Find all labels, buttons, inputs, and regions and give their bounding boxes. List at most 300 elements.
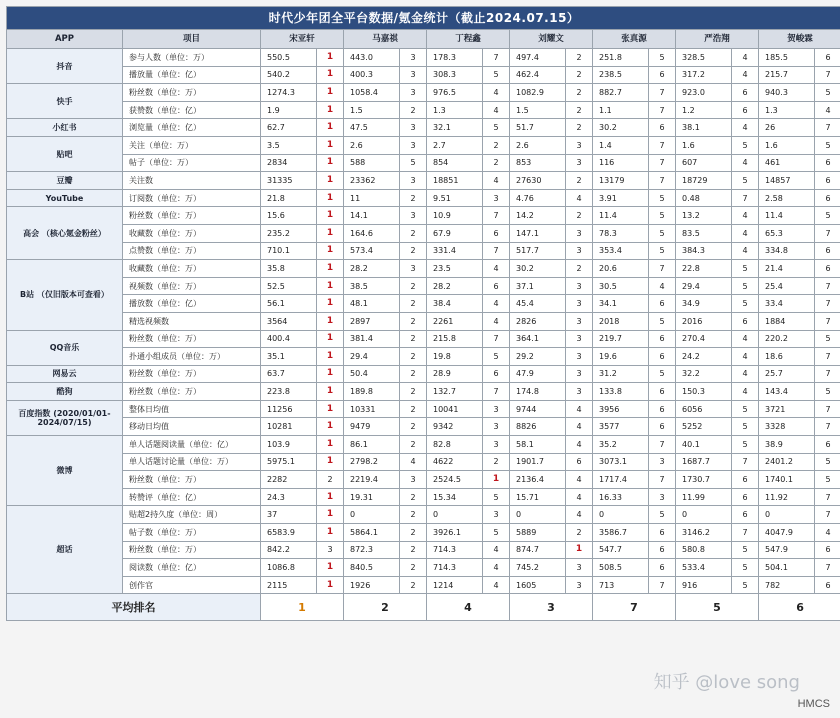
value-cell: 3721	[759, 400, 815, 418]
value-cell: 364.1	[510, 330, 566, 348]
value-cell: 0	[344, 506, 400, 524]
value-cell: 65.3	[759, 224, 815, 242]
value-cell: 940.3	[759, 84, 815, 102]
value-cell: 872.3	[344, 541, 400, 559]
value-cell: 11.92	[759, 488, 815, 506]
rank-cell: 5	[732, 172, 759, 190]
rank-cell: 7	[483, 383, 510, 401]
value-cell: 52.5	[261, 277, 317, 295]
value-cell: 238.5	[593, 66, 649, 84]
value-cell: 15.34	[427, 488, 483, 506]
value-cell: 2115	[261, 576, 317, 594]
rank-cell: 3	[400, 207, 427, 225]
value-cell: 2798.2	[344, 453, 400, 471]
value-cell: 5252	[676, 418, 732, 436]
rank-cell: 5	[815, 471, 840, 489]
rank-cell: 6	[815, 49, 840, 67]
value-cell: 714.3	[427, 559, 483, 577]
value-cell: 33.4	[759, 295, 815, 313]
rank-cell: 3	[566, 136, 593, 154]
table-row	[7, 312, 840, 330]
value-cell: 2401.2	[759, 453, 815, 471]
value-cell: 1082.9	[510, 84, 566, 102]
rank-cell: 5	[732, 400, 759, 418]
table-row	[7, 207, 840, 225]
value-cell: 2834	[261, 154, 317, 172]
rank-cell: 2	[400, 277, 427, 295]
item-cell: 关注数	[123, 172, 261, 190]
rank-cell: 4	[566, 400, 593, 418]
rank-cell: 2	[400, 365, 427, 383]
rank-cell: 5	[732, 260, 759, 278]
rank-cell: 4	[483, 172, 510, 190]
value-cell: 143.4	[759, 383, 815, 401]
value-cell: 1.5	[344, 101, 400, 119]
average-rank-value: 3	[510, 594, 593, 621]
item-cell: 订阅数（单位：万）	[123, 189, 261, 207]
value-cell: 1.6	[759, 136, 815, 154]
rank-cell: 6	[483, 277, 510, 295]
value-cell: 745.2	[510, 559, 566, 577]
rank-cell: 5	[400, 154, 427, 172]
rank-cell: 4	[566, 471, 593, 489]
value-cell: 24.3	[261, 488, 317, 506]
value-cell: 853	[510, 154, 566, 172]
value-cell: 15.71	[510, 488, 566, 506]
value-cell: 517.7	[510, 242, 566, 260]
rank-cell: 6	[815, 189, 840, 207]
rank-cell: 7	[649, 260, 676, 278]
average-rank-label: 平均排名	[7, 594, 261, 621]
value-cell: 3.5	[261, 136, 317, 154]
rank-cell: 5	[732, 559, 759, 577]
value-cell: 58.1	[510, 436, 566, 454]
rank-cell: 7	[815, 224, 840, 242]
value-cell: 6056	[676, 400, 732, 418]
rank-cell: 2	[483, 453, 510, 471]
app-name-cell: 抖音	[7, 49, 123, 84]
rank-cell: 5	[815, 207, 840, 225]
value-cell: 916	[676, 576, 732, 594]
rank-cell: 5	[649, 189, 676, 207]
rank-cell: 1	[317, 224, 344, 242]
value-cell: 251.8	[593, 49, 649, 67]
value-cell: 14857	[759, 172, 815, 190]
rank-cell: 2	[400, 224, 427, 242]
value-cell: 3577	[593, 418, 649, 436]
value-cell: 37	[261, 506, 317, 524]
rank-cell: 2	[566, 119, 593, 137]
table-row	[7, 541, 840, 559]
rank-cell: 2	[400, 488, 427, 506]
value-cell: 2261	[427, 312, 483, 330]
rank-cell: 2	[566, 207, 593, 225]
rank-cell: 3	[400, 49, 427, 67]
value-cell: 400.3	[344, 66, 400, 84]
value-cell: 1.4	[593, 136, 649, 154]
app-name-cell: 贴吧	[7, 136, 123, 171]
stats-table	[6, 6, 840, 621]
value-cell: 353.4	[593, 242, 649, 260]
rank-cell: 2	[400, 242, 427, 260]
item-cell: 整体日均值	[123, 400, 261, 418]
rank-cell: 4	[732, 348, 759, 366]
header-row	[7, 30, 840, 49]
value-cell: 9744	[510, 400, 566, 418]
value-cell: 147.1	[510, 224, 566, 242]
item-cell: 移动日均值	[123, 418, 261, 436]
rank-cell: 6	[732, 84, 759, 102]
rank-cell: 5	[732, 136, 759, 154]
header-app: APP	[7, 30, 123, 49]
rank-cell: 1	[317, 365, 344, 383]
value-cell: 3956	[593, 400, 649, 418]
rank-cell: 2	[566, 49, 593, 67]
value-cell: 38.5	[344, 277, 400, 295]
rank-cell: 4	[649, 277, 676, 295]
app-name-cell: 快手	[7, 84, 123, 119]
rank-cell: 2	[566, 101, 593, 119]
value-cell: 3926.1	[427, 524, 483, 542]
value-cell: 11.99	[676, 488, 732, 506]
value-cell: 4.76	[510, 189, 566, 207]
value-cell: 3073.1	[593, 453, 649, 471]
value-cell: 86.1	[344, 436, 400, 454]
value-cell: 1058.4	[344, 84, 400, 102]
value-cell: 215.7	[759, 66, 815, 84]
rank-cell: 2	[566, 172, 593, 190]
table-row	[7, 101, 840, 119]
app-name-cell: 小红书	[7, 119, 123, 137]
rank-cell: 6	[815, 541, 840, 559]
value-cell: 308.3	[427, 66, 483, 84]
table-body	[7, 49, 840, 594]
rank-cell: 4	[732, 207, 759, 225]
rank-cell: 3	[649, 488, 676, 506]
value-cell: 29.4	[676, 277, 732, 295]
table-row	[7, 488, 840, 506]
rank-cell: 1	[317, 559, 344, 577]
value-cell: 9342	[427, 418, 483, 436]
table-row	[7, 189, 840, 207]
value-cell: 19.31	[344, 488, 400, 506]
rank-cell: 7	[649, 101, 676, 119]
value-cell: 15.6	[261, 207, 317, 225]
rank-cell: 1	[317, 312, 344, 330]
value-cell: 20.6	[593, 260, 649, 278]
rank-cell: 4	[815, 101, 840, 119]
value-cell: 10281	[261, 418, 317, 436]
average-rank-value: 4	[427, 594, 510, 621]
value-cell: 1605	[510, 576, 566, 594]
value-cell: 16.33	[593, 488, 649, 506]
item-cell: 阅读数（单位：亿）	[123, 559, 261, 577]
value-cell: 4622	[427, 453, 483, 471]
value-cell: 174.8	[510, 383, 566, 401]
app-name-cell: 超话	[7, 506, 123, 594]
rank-cell: 2	[400, 295, 427, 313]
table-row	[7, 242, 840, 260]
rank-cell: 4	[566, 506, 593, 524]
item-cell: 浏览量（单位：亿）	[123, 119, 261, 137]
item-cell: 收藏数（单位：万）	[123, 260, 261, 278]
value-cell: 40.1	[676, 436, 732, 454]
header-member: 贺峻霖	[759, 30, 840, 49]
rank-cell: 4	[732, 66, 759, 84]
item-cell: 播放量（单位：亿）	[123, 66, 261, 84]
value-cell: 2.7	[427, 136, 483, 154]
rank-cell: 5	[649, 506, 676, 524]
rank-cell: 6	[566, 453, 593, 471]
value-cell: 0	[427, 506, 483, 524]
value-cell: 462.4	[510, 66, 566, 84]
rank-cell: 4	[566, 189, 593, 207]
rank-cell: 4	[732, 49, 759, 67]
value-cell: 18729	[676, 172, 732, 190]
value-cell: 34.9	[676, 295, 732, 313]
rank-cell: 4	[566, 488, 593, 506]
value-cell: 11.4	[593, 207, 649, 225]
table-row	[7, 576, 840, 594]
value-cell: 30.2	[593, 119, 649, 137]
rank-cell: 4	[400, 453, 427, 471]
table-row	[7, 295, 840, 313]
value-cell: 2282	[261, 471, 317, 489]
rank-cell: 7	[815, 506, 840, 524]
value-cell: 10.9	[427, 207, 483, 225]
value-cell: 103.9	[261, 436, 317, 454]
value-cell: 11	[344, 189, 400, 207]
rank-cell: 7	[815, 488, 840, 506]
value-cell: 48.1	[344, 295, 400, 313]
header-member: 严浩翔	[676, 30, 759, 49]
value-cell: 550.5	[261, 49, 317, 67]
item-cell: 粉丝数（单位：万）	[123, 207, 261, 225]
rank-cell: 3	[566, 312, 593, 330]
table-row	[7, 471, 840, 489]
item-cell: 单人话题讨论量（单位：万）	[123, 453, 261, 471]
rank-cell: 1	[317, 260, 344, 278]
value-cell: 150.3	[676, 383, 732, 401]
item-cell: 帖子数（单位：万）	[123, 524, 261, 542]
header-member: 张真源	[593, 30, 676, 49]
rank-cell: 1	[317, 436, 344, 454]
header-member: 刘耀文	[510, 30, 593, 49]
value-cell: 1.2	[676, 101, 732, 119]
rank-cell: 1	[317, 524, 344, 542]
value-cell: 533.4	[676, 559, 732, 577]
rank-cell: 3	[400, 471, 427, 489]
rank-cell: 1	[317, 295, 344, 313]
table-row	[7, 330, 840, 348]
value-cell: 976.5	[427, 84, 483, 102]
value-cell: 5975.1	[261, 453, 317, 471]
rank-cell: 5	[732, 418, 759, 436]
rank-cell: 3	[483, 506, 510, 524]
rank-cell: 5	[815, 84, 840, 102]
rank-cell: 7	[732, 453, 759, 471]
rank-cell: 1	[317, 330, 344, 348]
rank-cell: 6	[732, 101, 759, 119]
value-cell: 580.8	[676, 541, 732, 559]
value-cell: 2136.4	[510, 471, 566, 489]
rank-cell: 7	[815, 365, 840, 383]
rank-cell: 6	[732, 488, 759, 506]
table-row	[7, 172, 840, 190]
rank-cell: 3	[566, 348, 593, 366]
value-cell: 47.9	[510, 365, 566, 383]
value-cell: 26	[759, 119, 815, 137]
rank-cell: 6	[815, 172, 840, 190]
table-row	[7, 49, 840, 67]
value-cell: 400.4	[261, 330, 317, 348]
value-cell: 3586.7	[593, 524, 649, 542]
rank-cell: 4	[483, 295, 510, 313]
value-cell: 384.3	[676, 242, 732, 260]
rank-cell: 1	[317, 383, 344, 401]
value-cell: 2018	[593, 312, 649, 330]
rank-cell: 1	[317, 418, 344, 436]
item-cell: 精选视频数	[123, 312, 261, 330]
value-cell: 67.9	[427, 224, 483, 242]
rank-cell: 3	[566, 383, 593, 401]
value-cell: 10331	[344, 400, 400, 418]
table-row	[7, 400, 840, 418]
rank-cell: 1	[317, 49, 344, 67]
value-cell: 38.9	[759, 436, 815, 454]
rank-cell: 5	[649, 207, 676, 225]
app-name-cell: 网易云	[7, 365, 123, 383]
rank-cell: 2	[400, 418, 427, 436]
value-cell: 874.7	[510, 541, 566, 559]
rank-cell: 2	[400, 312, 427, 330]
watermark: 知乎 @love song	[653, 672, 800, 693]
value-cell: 1.3	[759, 101, 815, 119]
value-cell: 317.2	[676, 66, 732, 84]
value-cell: 25.7	[759, 365, 815, 383]
value-cell: 10041	[427, 400, 483, 418]
value-cell: 1274.3	[261, 84, 317, 102]
value-cell: 31335	[261, 172, 317, 190]
rank-cell: 1	[317, 172, 344, 190]
rank-cell: 3	[566, 242, 593, 260]
source-label: HMCS	[797, 698, 830, 710]
rank-cell: 5	[649, 312, 676, 330]
table-row	[7, 154, 840, 172]
app-name-cell: QQ音乐	[7, 330, 123, 365]
value-cell: 713	[593, 576, 649, 594]
item-cell: 粉丝数（单位：万）	[123, 365, 261, 383]
value-cell: 235.2	[261, 224, 317, 242]
rank-cell: 6	[649, 119, 676, 137]
average-rank-value: 1	[261, 594, 344, 621]
rank-cell: 5	[815, 330, 840, 348]
app-name-cell: B站 （仅旧版本可查看）	[7, 260, 123, 330]
rank-cell: 7	[649, 136, 676, 154]
rank-cell: 3	[566, 330, 593, 348]
value-cell: 443.0	[344, 49, 400, 67]
table-row	[7, 277, 840, 295]
rank-cell: 5	[815, 136, 840, 154]
rank-cell: 3	[566, 365, 593, 383]
value-cell: 164.6	[344, 224, 400, 242]
rank-cell: 5	[732, 541, 759, 559]
value-cell: 923.0	[676, 84, 732, 102]
value-cell: 854	[427, 154, 483, 172]
value-cell: 607	[676, 154, 732, 172]
value-cell: 220.2	[759, 330, 815, 348]
rank-cell: 7	[815, 418, 840, 436]
value-cell: 38.4	[427, 295, 483, 313]
item-cell: 粉丝数（单位：万）	[123, 330, 261, 348]
value-cell: 2826	[510, 312, 566, 330]
average-rank-value: 6	[759, 594, 840, 621]
rank-cell: 3	[566, 576, 593, 594]
value-cell: 83.5	[676, 224, 732, 242]
rank-cell: 7	[815, 119, 840, 137]
rank-cell: 2	[400, 524, 427, 542]
value-cell: 1926	[344, 576, 400, 594]
rank-cell: 6	[815, 242, 840, 260]
rank-cell: 7	[815, 348, 840, 366]
rank-cell: 3	[483, 189, 510, 207]
rank-cell: 2	[400, 383, 427, 401]
value-cell: 19.6	[593, 348, 649, 366]
value-cell: 132.7	[427, 383, 483, 401]
value-cell: 1884	[759, 312, 815, 330]
table-row	[7, 365, 840, 383]
rank-cell: 7	[649, 154, 676, 172]
value-cell: 29.4	[344, 348, 400, 366]
value-cell: 11.4	[759, 207, 815, 225]
rank-cell: 6	[649, 559, 676, 577]
value-cell: 547.9	[759, 541, 815, 559]
rank-cell: 3	[566, 154, 593, 172]
rank-cell: 2	[400, 559, 427, 577]
value-cell: 11256	[261, 400, 317, 418]
rank-cell: 5	[732, 436, 759, 454]
average-rank-value: 5	[676, 594, 759, 621]
app-name-cell: YouTube	[7, 189, 123, 207]
rank-cell: 3	[483, 418, 510, 436]
value-cell: 35.2	[593, 436, 649, 454]
value-cell: 32.1	[427, 119, 483, 137]
value-cell: 2524.5	[427, 471, 483, 489]
value-cell: 1717.4	[593, 471, 649, 489]
value-cell: 189.8	[344, 383, 400, 401]
value-cell: 28.2	[344, 260, 400, 278]
rank-cell: 2	[400, 541, 427, 559]
value-cell: 30.5	[593, 277, 649, 295]
app-name-cell: 豆瓣	[7, 172, 123, 190]
table-row	[7, 348, 840, 366]
value-cell: 1214	[427, 576, 483, 594]
item-cell: 粉丝数（单位：万）	[123, 383, 261, 401]
item-cell: 粉丝数（单位：万）	[123, 84, 261, 102]
rank-cell: 1	[317, 66, 344, 84]
rank-cell: 2	[400, 506, 427, 524]
value-cell: 82.8	[427, 436, 483, 454]
rank-cell: 4	[566, 418, 593, 436]
rank-cell: 7	[483, 207, 510, 225]
value-cell: 0	[510, 506, 566, 524]
rank-cell: 6	[649, 400, 676, 418]
rank-cell: 6	[649, 348, 676, 366]
rank-cell: 6	[649, 383, 676, 401]
rank-cell: 5	[732, 295, 759, 313]
value-cell: 6583.9	[261, 524, 317, 542]
value-cell: 78.3	[593, 224, 649, 242]
